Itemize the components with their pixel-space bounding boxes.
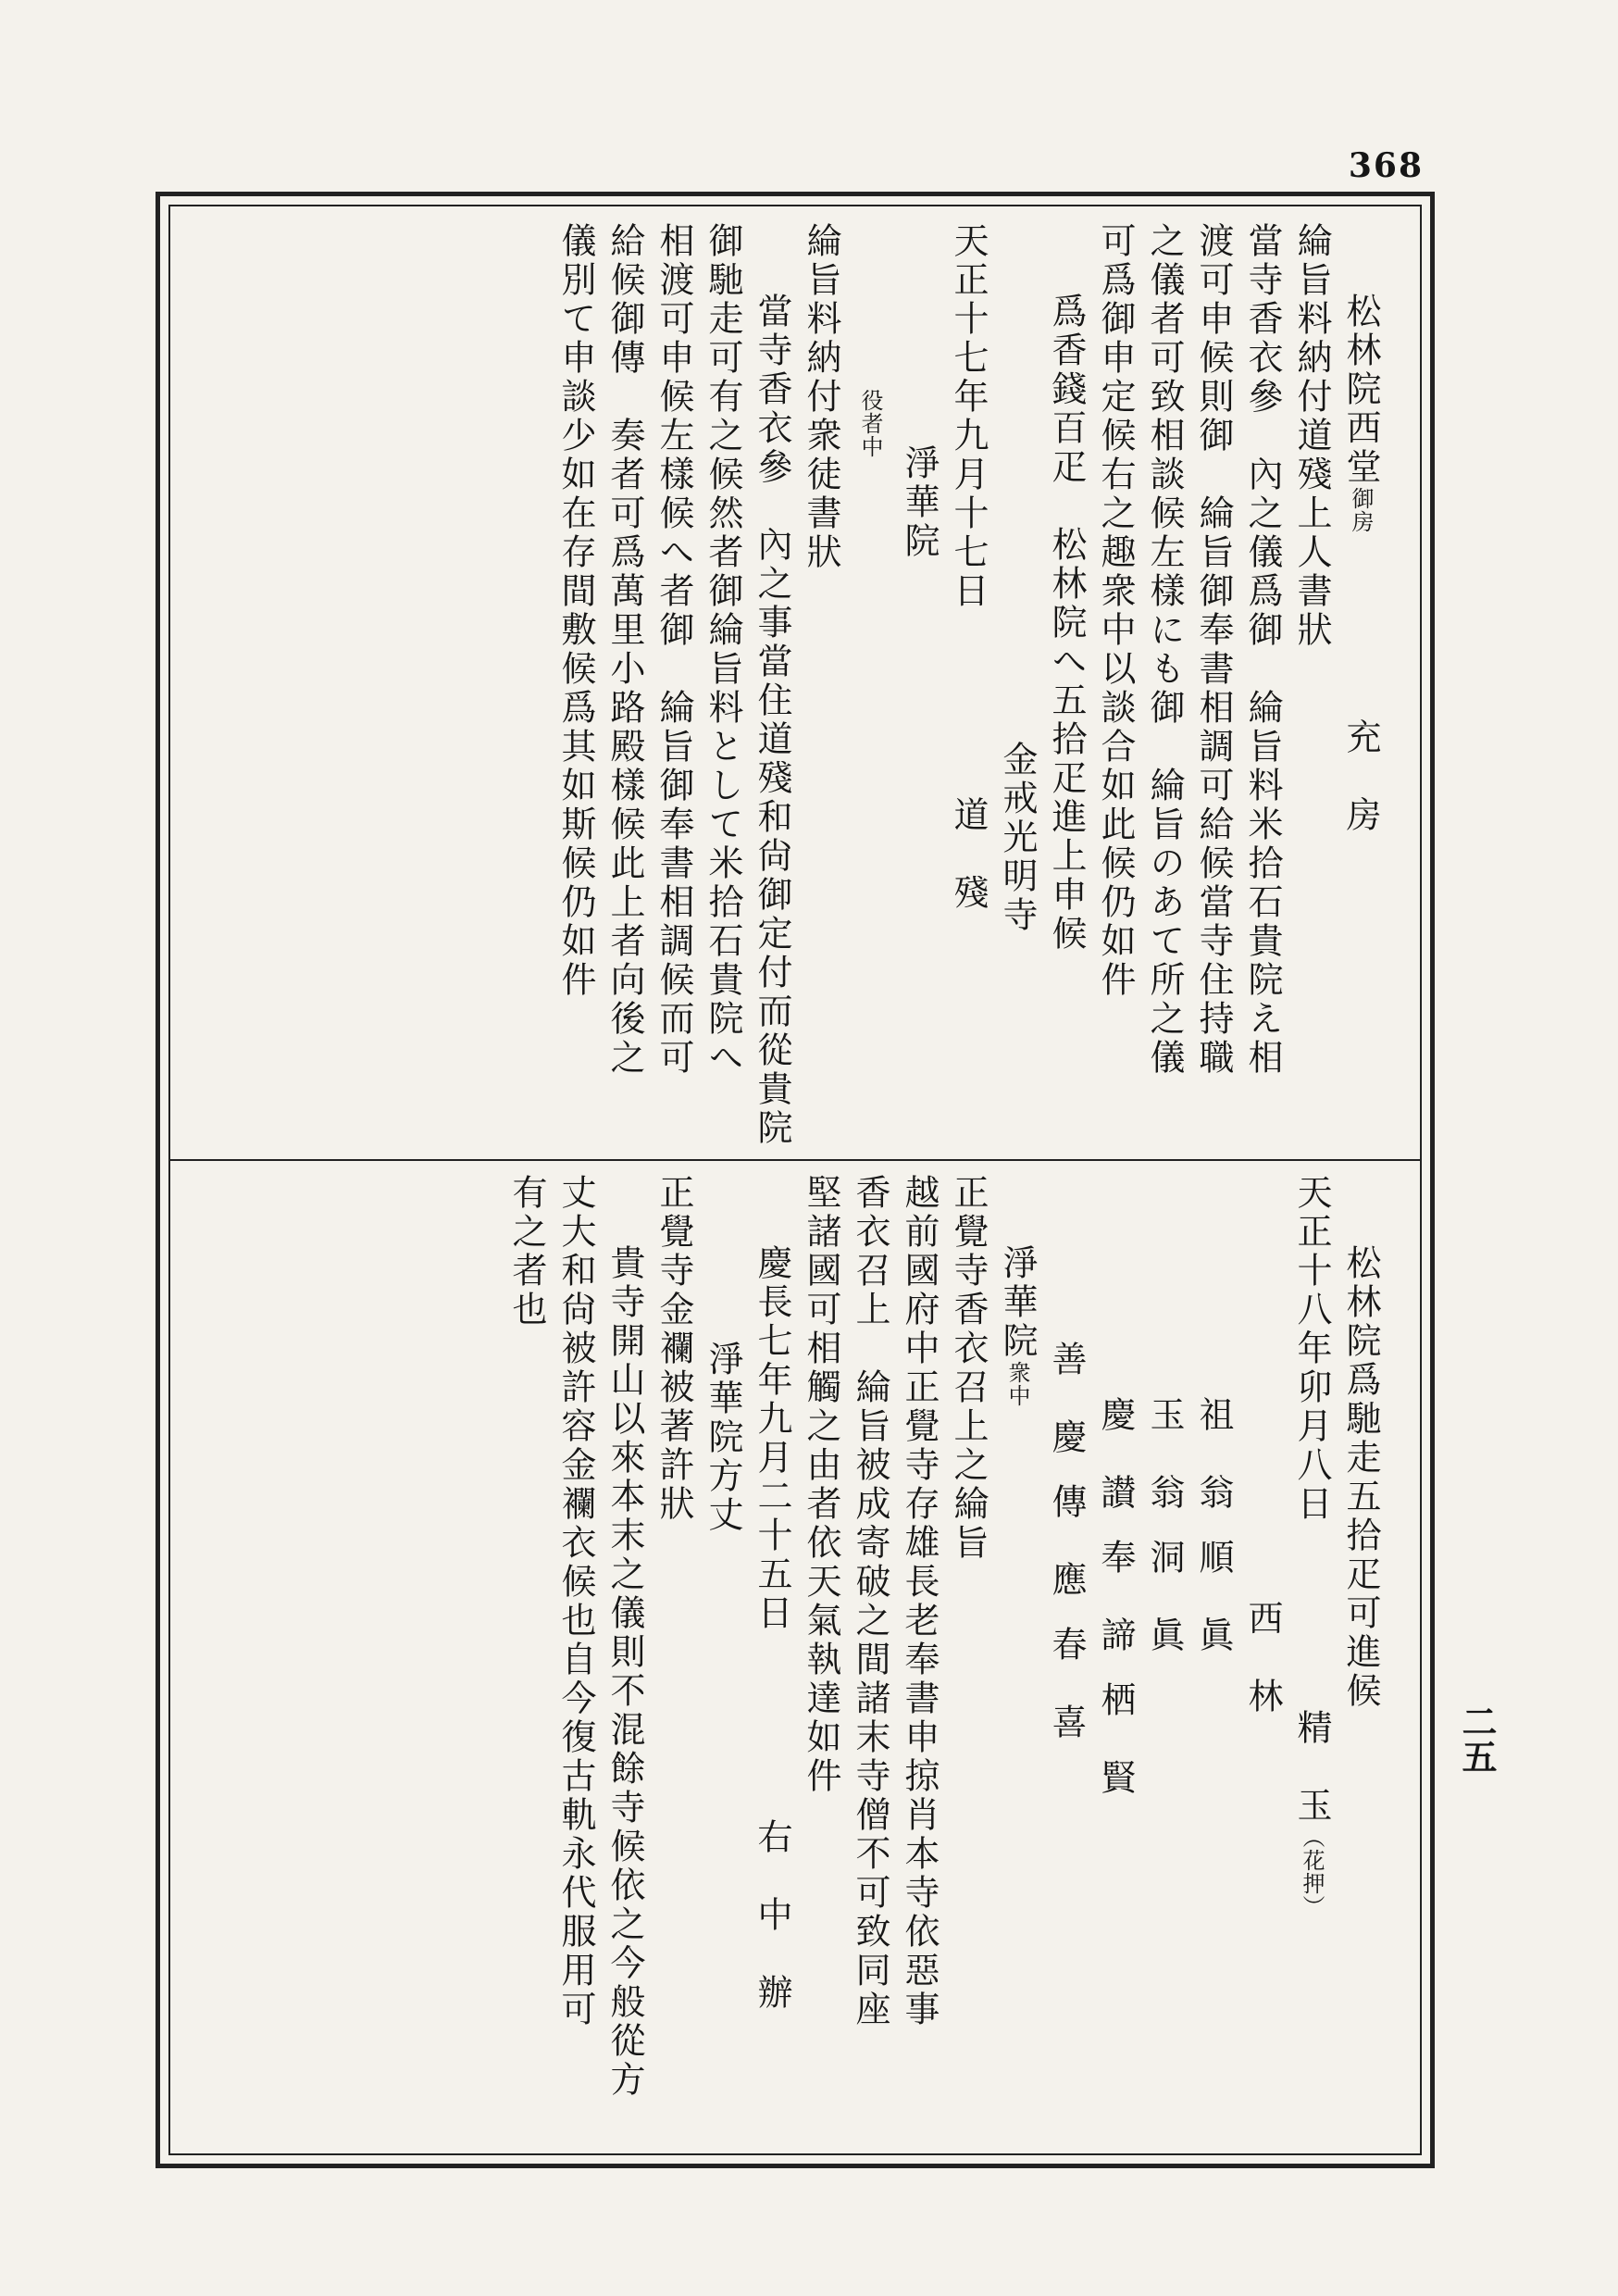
- text-line: [943, 222, 992, 1139]
- text-line: [649, 222, 698, 1139]
- annotation-text: 衆中: [1004, 1361, 1030, 1407]
- text-line: [649, 1174, 698, 2155]
- text-line: [845, 222, 894, 1139]
- text-line: [992, 1174, 1041, 2155]
- line-text: 洞 眞: [1144, 1539, 1185, 1655]
- annotation-text: （花押）: [1299, 1826, 1325, 1918]
- lower-text-block: [181, 1174, 1385, 2155]
- text-line: [1041, 1174, 1090, 2155]
- line-text: 松林院西堂: [1340, 293, 1381, 487]
- line-text: 正覺寺金襴被著許狀: [653, 1174, 694, 1524]
- line-text: 越前國府中正覺寺存雄長老奉書申掠肖本寺依惡事: [899, 1174, 940, 2029]
- line-text: 慶 讃: [1095, 1396, 1136, 1513]
- text-line: [502, 1174, 551, 2155]
- text-line: [1336, 1174, 1385, 2155]
- text-line: [1287, 222, 1336, 1139]
- text-line: [992, 222, 1041, 1139]
- text-line: [747, 1174, 796, 2155]
- line-text: 善 慶: [1046, 1341, 1087, 1457]
- text-line: [551, 222, 600, 1139]
- line-text: 當寺香衣參 內之儀爲御 綸旨料米拾石貴院え相: [1242, 222, 1283, 1078]
- text-line: [1189, 222, 1238, 1139]
- line-text: 順 眞: [1193, 1539, 1234, 1655]
- line-text: 綸旨料納付道殘上人書狀: [1291, 222, 1332, 650]
- line-text: 當寺香衣參 內之事當住道殘和尙御定付而從貴院: [752, 293, 792, 1148]
- line-text: 爲香錢百疋 松林院へ五拾疋進上申候: [1046, 293, 1087, 954]
- line-text: 有之者也: [506, 1174, 547, 1329]
- line-text: 松林院爲馳走五拾疋可進候: [1340, 1244, 1381, 1711]
- text-line: [698, 1174, 747, 2155]
- line-text: 天正十七年九月十七日: [948, 222, 989, 611]
- line-text: 西 林: [1242, 1600, 1283, 1716]
- line-text: 道 殘: [948, 796, 989, 913]
- line-text: 香衣召上 綸旨被成寄破之間諸末寺僧不可致同座: [850, 1174, 890, 2029]
- text-line: [551, 1174, 600, 2155]
- page-number: 368: [1348, 146, 1424, 185]
- text-line: [894, 222, 943, 1139]
- text-line: [698, 222, 747, 1139]
- text-line: [1238, 222, 1287, 1139]
- line-text: 儀別て申談少如在存間敷候爲其如斯候仍如件: [555, 222, 596, 1000]
- line-text: 之儀者可致相談候左樣にも御 綸旨のあて所之儀: [1144, 222, 1185, 1078]
- line-text: 淨華院: [899, 444, 940, 561]
- line-text: 充 房: [1340, 718, 1381, 835]
- line-text: 貴寺開山以來本末之儀則不混餘寺候依之今般從方: [604, 1244, 645, 2100]
- line-text: 綸旨料納付衆徒書狀: [801, 222, 841, 572]
- line-text: 正覺寺香衣召上之綸旨: [948, 1174, 989, 1563]
- line-text: 傳 應: [1046, 1483, 1087, 1600]
- line-text: 相渡可申候左樣候へ者御 綸旨御奉書相調候而可: [653, 222, 694, 1078]
- line-text: 右 中 辦: [752, 1818, 792, 2013]
- line-text: 可爲御申定候右之趣衆中以談合如此候仍如件: [1095, 222, 1136, 1000]
- text-line: [600, 1174, 649, 2155]
- text-line: [600, 222, 649, 1139]
- text-line: [796, 222, 845, 1139]
- text-line: [1041, 222, 1090, 1139]
- text-line: [796, 1174, 845, 2155]
- line-text: 金戒光明寺: [997, 741, 1038, 935]
- text-line: [1189, 1174, 1238, 2155]
- line-text: 玉 翁: [1144, 1396, 1185, 1513]
- line-text: 春 喜: [1046, 1626, 1087, 1742]
- text-line: [943, 1174, 992, 2155]
- line-text: 御馳走可有之候然者御綸旨料として米拾石貴院へ: [703, 222, 743, 1078]
- text-line: [845, 1174, 894, 2155]
- text-line: [1287, 1174, 1336, 2155]
- line-text: 慶長七年九月二十五日: [752, 1244, 792, 1633]
- text-line: [747, 222, 796, 1148]
- line-text: 天正十八年卯月八日: [1291, 1174, 1332, 1524]
- line-text: 渡可申候則御 綸旨御奉書相調可給候當寺住持職: [1193, 222, 1234, 1078]
- line-text: 丈大和尙被許容金襴衣候也自今復古軌永代服用可: [555, 1174, 596, 2029]
- upper-text-block: [181, 222, 1385, 1148]
- line-text: 淨華院方丈: [703, 1341, 743, 1535]
- line-text: 給候御傳 奏者可爲萬里小路殿樣候此上者向後之: [604, 222, 645, 1078]
- line-text: 精 玉: [1291, 1709, 1332, 1826]
- annotation-text: 御房: [1348, 487, 1374, 533]
- half-divider: [168, 1159, 1422, 1161]
- line-text: 淨華院: [997, 1244, 1038, 1361]
- annotation-text: 役者中: [857, 389, 883, 458]
- line-text: 栖 賢: [1095, 1681, 1136, 1798]
- text-line: [1090, 222, 1139, 1139]
- line-text: 堅諸國可相觸之由者依天氣執達如件: [801, 1174, 841, 1796]
- text-line: [1139, 1174, 1189, 2155]
- text-line: [1238, 1174, 1287, 2155]
- line-text: 祖 翁: [1193, 1396, 1234, 1513]
- text-line: [1139, 222, 1189, 1139]
- section-marker: 二五: [1456, 1703, 1498, 1774]
- text-line: [1336, 222, 1385, 1139]
- text-line: [894, 1174, 943, 2155]
- line-text: 奉 諦: [1095, 1539, 1136, 1655]
- text-line: [1090, 1174, 1139, 2155]
